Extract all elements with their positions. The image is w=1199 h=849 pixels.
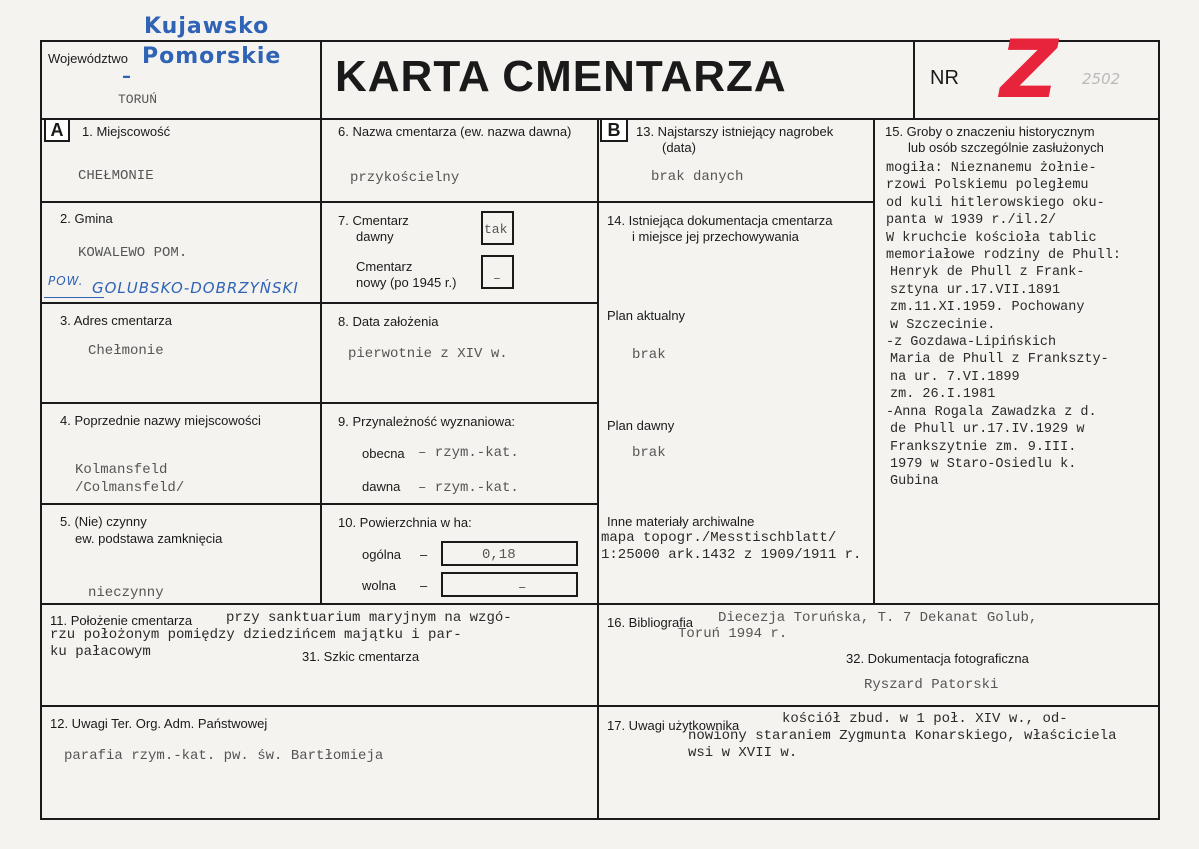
field-15-line: 1979 w Staro-Osiedlu k. <box>890 456 1077 472</box>
inne-materialy-value-2: 1:25000 ark.1432 z 1909/1911 r. <box>601 547 862 563</box>
field-15-line: od kuli hitlerowskiego oku- <box>886 195 1105 211</box>
field-15-entries <box>878 160 1158 491</box>
field-11-value-1: przy sanktuarium maryjnym na wzgó- <box>226 610 512 626</box>
divider <box>40 603 1160 605</box>
dash: – <box>420 547 428 562</box>
field-17-label: 17. Uwagi użytkownika <box>607 718 740 733</box>
field-8-label: 8. Data założenia <box>338 314 439 329</box>
field-31-label: 31. Szkic cmentarza <box>302 649 420 664</box>
field-17-value-2: nowiony staraniem Zygmunta Konarskiego, właściciela <box>688 728 1117 744</box>
inne-materialy-value-1: mapa topogr./Messtischblatt/ <box>601 530 837 546</box>
nr-label: NR <box>930 67 959 89</box>
section-a-marker: A <box>44 118 70 142</box>
field-15-line: -Anna Rogala Zawadzka z d. <box>886 404 1097 420</box>
field-7-nowy-sublabel: nowy (po 1945 r.) <box>356 275 457 290</box>
field-1-value: CHEŁMONIE <box>78 168 154 184</box>
field-32-label: 32. Dokumentacja fotograficzna <box>846 651 1029 666</box>
field-4-value-1: Kolmansfeld <box>75 462 168 478</box>
field-11-value-2: rzu położonym pomiędzy dziedzińcem majątku i par- <box>50 627 462 643</box>
field-15-line: zm. 26.I.1981 <box>890 387 996 403</box>
field-15-line: Gubina <box>890 474 939 490</box>
field-16-value-1: Diecezja Toruńska, T. 7 Dekanat Golub, <box>718 610 1038 626</box>
field-16-value-2: Toruń 1994 r. <box>678 626 788 642</box>
field-13-label: 13. Najstarszy istniejący nagrobek <box>636 124 834 139</box>
field-6-value: przykościelny <box>350 170 460 186</box>
divider <box>913 40 915 120</box>
field-15-line: zm.11.XI.1959. Pochowany <box>890 300 1085 316</box>
field-12-label: 12. Uwagi Ter. Org. Adm. Państwowej <box>50 716 268 731</box>
field-6-label: 6. Nazwa cmentarza (ew. nazwa dawna) <box>338 124 572 139</box>
field-10-wolna-label: wolna <box>362 578 396 593</box>
field-15-line: de Phull ur.17.IV.1929 w <box>890 422 1085 438</box>
field-15-line: mogiła: Nieznanemu żołnie- <box>886 161 1097 176</box>
field-9-label: 9. Przynależność wyznaniowa: <box>338 414 516 429</box>
field-11-value-3: ku pałacowym <box>50 644 151 660</box>
field-13-sublabel: (data) <box>662 140 696 155</box>
field-15-sublabel: lub osób szczególnie zasłużonych <box>908 140 1104 155</box>
field-3-value: Chełmonie <box>88 343 164 359</box>
field-15-line: w Szczecinie. <box>890 317 996 333</box>
field-7-nowy-value: – <box>493 271 501 286</box>
field-15-line: W kruchcie kościoła tablic <box>886 230 1097 246</box>
field-17-value-3: wsi w XVII w. <box>688 745 798 761</box>
field-3-label: 3. Adres cmentarza <box>60 313 172 328</box>
field-15-line: memoriałowe rodziny de Phull: <box>886 248 1121 264</box>
field-15-line: -z Gozdawa-Lipińskich <box>886 335 1057 351</box>
field-15-line: panta w 1939 r./il.2/ <box>886 213 1057 229</box>
field-15-line: rzowi Polskiemu poległemu <box>886 178 1089 194</box>
field-2-value: KOWALEWO POM. <box>78 245 188 261</box>
divider <box>597 118 599 820</box>
field-14-sublabel: i miejsce jej przechowywania <box>632 229 799 244</box>
field-15-line: Henryk de Phull z Frank- <box>890 265 1085 281</box>
field-8-value: pierwotnie z XIV w. <box>348 346 508 362</box>
voivodeship-stamp-line2: Pomorskie <box>142 44 282 69</box>
nr-small-number: 2502 <box>1082 70 1121 88</box>
field-7-nowy-label: Cmentarz <box>356 259 413 274</box>
section-b-marker: B <box>600 118 628 142</box>
dash: – <box>420 578 428 593</box>
plan-dawny-value: brak <box>632 445 666 461</box>
voivodeship-stamp-line1: Kujawsko <box>144 14 270 39</box>
field-10-wolna-box[interactable] <box>441 572 578 597</box>
voivodeship-stamp-dash: – <box>122 66 132 87</box>
field-17-value-1: kościół zbud. w 1 poł. XIV w., od- <box>782 711 1068 727</box>
divider <box>40 503 599 505</box>
field-4-value-2: /Colmansfeld/ <box>75 480 185 496</box>
field-4-label: 4. Poprzednie nazwy miejscowości <box>60 413 261 428</box>
page-title: KARTA CMENTARZA <box>335 52 787 101</box>
field-10-label: 10. Powierzchnia w ha: <box>338 515 472 530</box>
divider <box>320 118 322 604</box>
divider <box>40 302 599 304</box>
field-15-line: Maria de Phull z Frankszty- <box>890 352 1109 368</box>
field-14-label: 14. Istniejąca dokumentacja cmentarza <box>607 213 833 228</box>
field-9-obecna-value: – rzym.-kat. <box>418 445 519 461</box>
field-12-value: parafia rzym.-kat. pw. św. Bartłomieja <box>64 748 384 764</box>
field-15-line: sztyna ur.17.VII.1891 <box>890 282 1061 298</box>
field-7-dawny-value: tak <box>484 222 508 237</box>
divider <box>597 201 875 203</box>
field-15-line: na ur. 7.VI.1899 <box>890 369 1020 385</box>
field-10-ogolna-label: ogólna <box>362 547 402 562</box>
field-5-label: 5. (Nie) czynny <box>60 514 147 529</box>
field-10-ogolna-value: 0,18 <box>482 547 516 563</box>
field-9-obecna-label: obecna <box>362 446 405 461</box>
pow-underline <box>44 297 104 298</box>
plan-dawny-label: Plan dawny <box>607 418 675 433</box>
plan-aktualny-label: Plan aktualny <box>607 308 686 323</box>
divider <box>873 118 875 604</box>
nr-red-mark: Z <box>1000 23 1059 116</box>
field-7-dawny-label: dawny <box>356 229 394 244</box>
plan-aktualny-value: brak <box>632 347 666 363</box>
field-16-label: 16. Bibliografia <box>607 615 693 630</box>
field-32-value: Ryszard Patorski <box>864 677 999 693</box>
field-2-pow-value: GOLUBSKO-DOBRZYŃSKI <box>92 279 299 297</box>
divider <box>320 40 322 120</box>
field-15-label: 15. Groby o znaczeniu historycznym <box>885 124 1095 139</box>
divider <box>40 201 599 203</box>
field-5-value: nieczynny <box>88 585 164 601</box>
field-1-label: 1. Miejscowość <box>82 124 171 139</box>
field-10-wolna-value: – <box>518 580 527 596</box>
field-9-dawna-value: – rzym.-kat. <box>418 480 519 496</box>
divider <box>40 705 1160 707</box>
field-2-pow-prefix: POW. <box>48 274 84 288</box>
field-7-label: 7. Cmentarz <box>338 213 409 228</box>
field-9-dawna-label: dawna <box>362 479 401 494</box>
field-15-line: Frankszytnie zm. 9.III. <box>890 439 1077 455</box>
field-2-label: 2. Gmina <box>60 211 113 226</box>
inne-materialy-label: Inne materiały archiwalne <box>607 514 755 529</box>
city-value: TORUŃ <box>118 92 158 107</box>
voivodeship-label: Województwo <box>48 51 128 66</box>
field-5-sublabel: ew. podstawa zamknięcia <box>75 531 223 546</box>
divider <box>40 402 599 404</box>
field-11-label: 11. Położenie cmentarza <box>50 613 193 628</box>
field-13-value: brak danych <box>651 169 744 185</box>
